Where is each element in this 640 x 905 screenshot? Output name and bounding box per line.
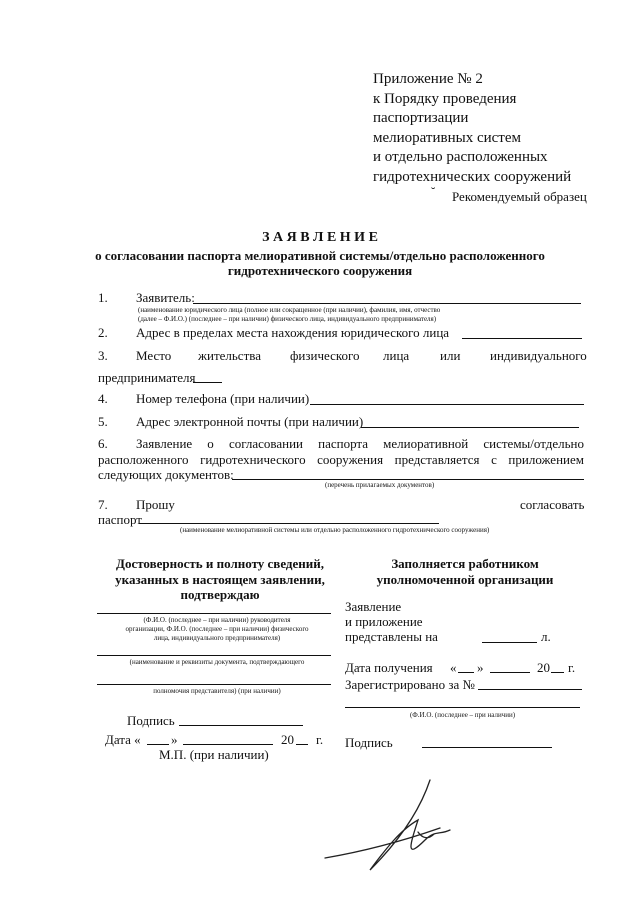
appendix-line: мелиоративных систем: [373, 129, 522, 146]
fio-hint-line: лица, индивидуального предпринимателя): [153, 634, 281, 642]
confirmation-heading-line: указанных в настоящем заявлении,: [115, 571, 325, 587]
received-line-1: Заявление: [345, 599, 402, 614]
passport-object-field[interactable]: [139, 523, 439, 524]
item-4-number: 4.: [98, 391, 108, 406]
receipt-open-quote: «: [450, 660, 457, 675]
staff-fio-field[interactable]: [345, 707, 580, 708]
item-7-continuation: паспорт: [98, 512, 142, 527]
signature-field[interactable]: [179, 725, 303, 726]
receipt-year-suffix: г.: [568, 660, 576, 675]
received-line-2: и приложение: [345, 614, 423, 629]
item-3-word: жительства: [198, 348, 261, 363]
sheets-label: л.: [541, 629, 551, 644]
fio-hint-line: (Ф.И.О. (последнее – при наличии) руководителя: [143, 616, 291, 624]
item-6-hint: (перечень прилагаемых документов): [325, 481, 435, 489]
item-1-hint-1: (наименование юридического лица (полное или сокращенное (при наличии), фамилия, имя, отчество: [138, 306, 441, 314]
appendix-line: паспортизации: [373, 110, 469, 126]
item-2-label: Адрес в пределах места нахождения юридического лица: [136, 325, 450, 340]
item-5-label: Адрес электронной почты (при наличии): [136, 414, 364, 429]
handwritten-signature-icon: [300, 770, 500, 890]
sample-label: Рекомендуемый образец: [452, 189, 587, 204]
item-6-line-3: следующих документов:: [98, 467, 234, 482]
appendix-line: к Порядку проведения: [373, 90, 517, 107]
registration-number-field[interactable]: [478, 689, 582, 690]
item-7-word-1: Прошу: [136, 497, 175, 512]
item-5-number: 5.: [98, 414, 108, 429]
stamp-label: М.П. (при наличии): [159, 747, 269, 762]
item-6-line-2: расположенного гидротехнического сооружения представляется с приложением: [98, 452, 584, 467]
fio-hint-line: организации, Ф.И.О. (последнее – при наличии) физического: [125, 625, 309, 633]
residence-field[interactable]: [193, 382, 222, 383]
item-1-number: 1.: [98, 290, 108, 305]
item-3-word: или: [440, 348, 461, 363]
appendix-line: Приложение № 2: [373, 71, 483, 87]
receipt-day-field[interactable]: [458, 672, 474, 673]
appendix-line: гидротехнических сооружений: [373, 168, 572, 185]
document-title: З А Я В Л Е Н И Е: [262, 230, 378, 245]
confirmation-heading-line: подтверждаю: [180, 587, 260, 602]
confirmation-heading-line: Достоверность и полноту сведений,: [116, 556, 324, 571]
item-2-number: 2.: [98, 325, 108, 340]
item-7-hint: (наименование мелиоративной системы или отдельно расположенного гидротехнического сооружения): [180, 526, 490, 534]
date-close-quote: »: [171, 732, 178, 747]
fio-hint: [97, 616, 337, 643]
staff-heading-line: уполномоченной организации: [376, 571, 554, 587]
phone-field[interactable]: [310, 404, 584, 405]
documents-field[interactable]: [232, 479, 584, 480]
received-line-3: представлены на: [345, 629, 438, 644]
year-prefix: 20: [281, 732, 294, 747]
date-month-field[interactable]: [183, 744, 273, 745]
item-6-number: 6.: [98, 436, 108, 451]
year-field[interactable]: [296, 744, 308, 745]
receipt-date-label: Дата получения: [345, 660, 433, 675]
signature-label: Подпись: [127, 713, 175, 728]
item-7-word-2: согласовать: [520, 497, 585, 512]
authority-document-hint: (наименование и реквизиты документа, подтверждающего: [129, 658, 305, 666]
date-day-field[interactable]: [147, 744, 169, 745]
authority-document-field-2[interactable]: [97, 684, 331, 685]
confirmation-heading: [100, 556, 340, 603]
staff-signature-field[interactable]: [422, 747, 552, 748]
registered-label: Зарегистрировано за №: [345, 677, 475, 692]
item-3-number: 3.: [98, 348, 108, 363]
email-field[interactable]: [361, 427, 579, 428]
document-subtitle-1: о согласовании паспорта мелиоративной системы/отдельно расположенного: [95, 248, 545, 263]
authority-document-field[interactable]: [97, 655, 331, 656]
item-1-hint-2: (далее – Ф.И.О.) (последнее – при наличии) физического лица, индивидуального предпринимателя): [138, 315, 437, 323]
item-4-label: Номер телефона (при наличии): [136, 391, 310, 406]
staff-signature-label: Подпись: [345, 735, 393, 750]
authority-hint: полномочия представителя) (при наличии): [153, 687, 281, 695]
item-3-word: лица: [383, 348, 410, 363]
item-3-word: индивидуального: [490, 348, 587, 363]
receipt-close-quote: »: [477, 660, 484, 675]
document-subtitle-2: гидротехнического сооружения: [227, 263, 413, 278]
appendix-line: и отдельно расположенных: [373, 149, 548, 165]
legal-address-field[interactable]: [462, 338, 582, 339]
staff-heading-line: Заполняется работником: [391, 556, 539, 571]
year-suffix: г.: [316, 732, 324, 747]
item-1-label: Заявитель:: [136, 290, 195, 305]
applicant-field[interactable]: [193, 303, 581, 304]
item-7-number: 7.: [98, 497, 108, 512]
receipt-month-field[interactable]: [490, 672, 530, 673]
item-3-word: физического: [290, 348, 360, 363]
sheets-count-field[interactable]: [482, 642, 537, 643]
item-3-word: Место: [136, 348, 172, 363]
staff-fio-hint: (Ф.И.О. (последнее – при наличии): [409, 711, 516, 719]
date-label: Дата «: [105, 732, 141, 747]
item-6-line-1: Заявление о согласовании паспорта мелиоративной системы/отдельно: [136, 436, 584, 451]
representative-fio-field[interactable]: [97, 613, 331, 614]
item-3-continuation: предпринимателя: [98, 370, 196, 385]
scan-mark: ˘: [431, 184, 436, 199]
appendix-block: [373, 70, 623, 187]
staff-heading: [345, 556, 585, 587]
receipt-year-prefix: 20: [537, 660, 550, 675]
receipt-year-field[interactable]: [551, 672, 564, 673]
